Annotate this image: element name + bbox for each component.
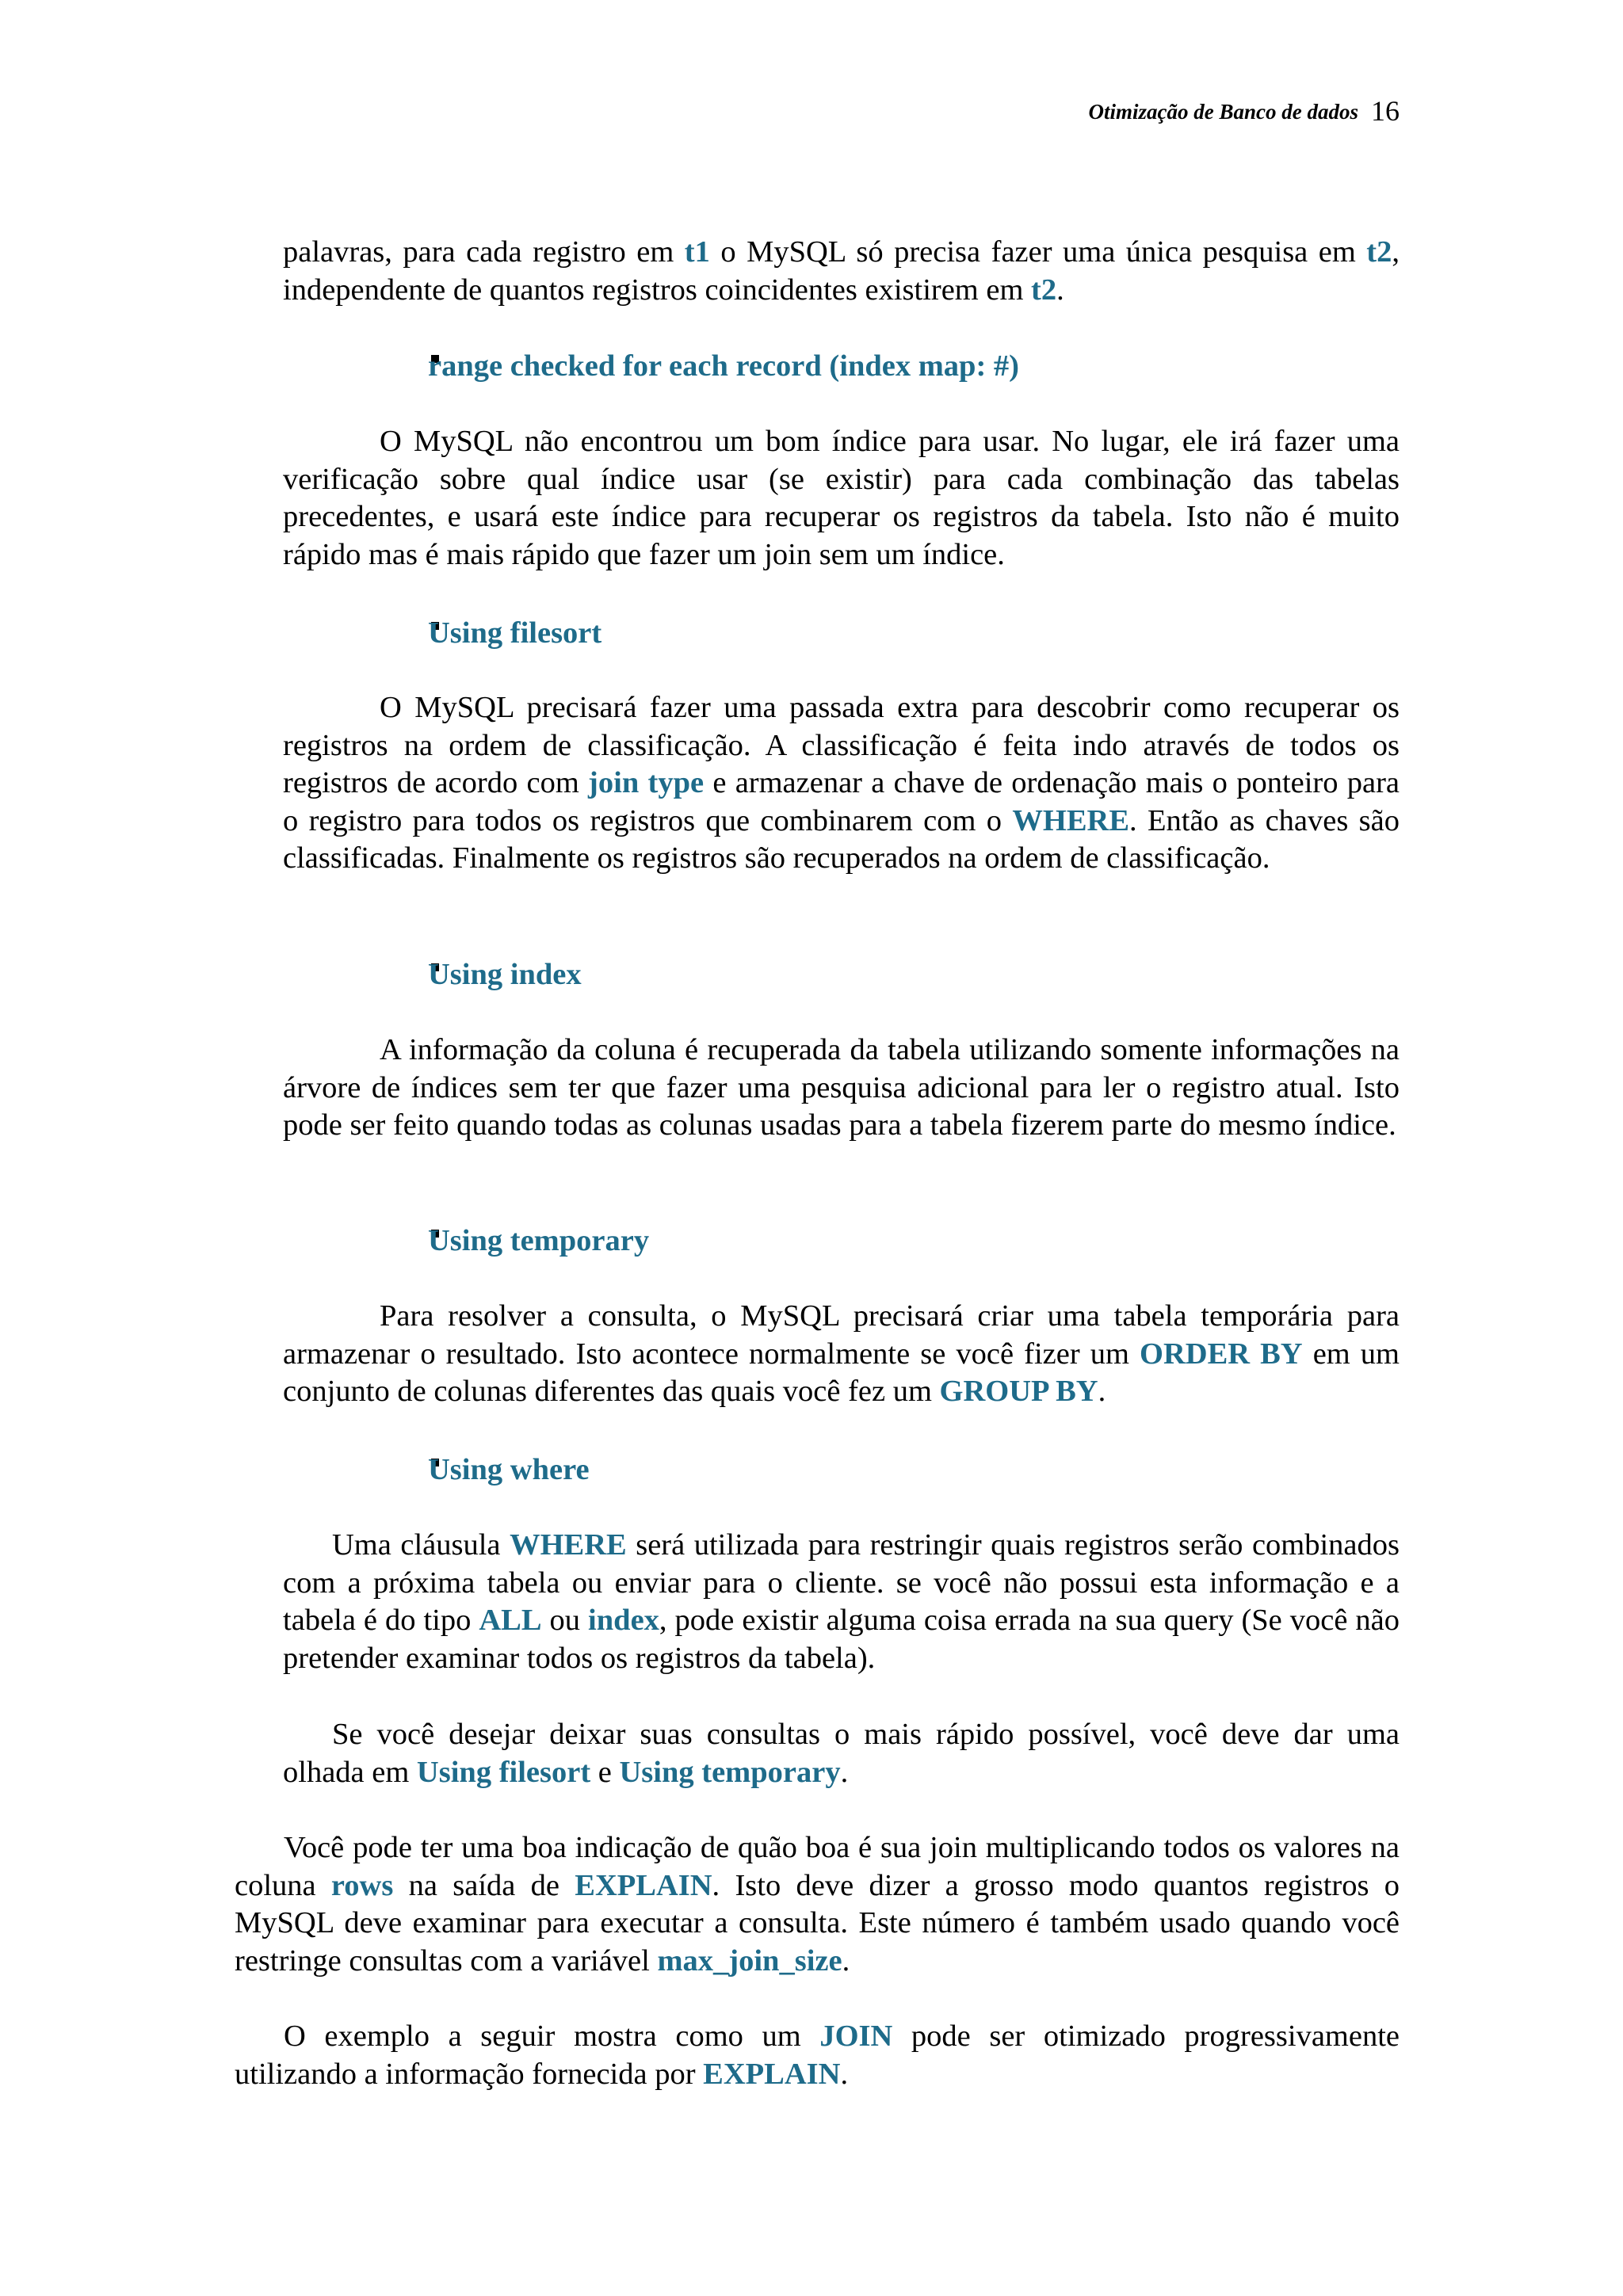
keyword-using-temporary: Using temporary (619, 1755, 841, 1789)
keyword-t2: t2 (1031, 273, 1057, 307)
paragraph-continuation: palavras, para cada registro em t1 o MySQL só precisa fazer uma única pesquisa em t2, independente de quantos registros coincidentes existirem em t2. (283, 235, 1400, 307)
keyword-index: index (588, 1604, 659, 1638)
keyword-max-join-size: max_join_size (657, 1943, 842, 1978)
keyword-order-by: ORDER BY (1140, 1337, 1303, 1371)
keyword-t2: t2 (1366, 235, 1392, 269)
keyword-where: WHERE (1012, 803, 1130, 837)
heading-using-where: Using where (428, 1453, 590, 1486)
page-header (1089, 93, 1400, 129)
paragraph-using-filesort: O MySQL precisará fazer uma passada extra para descobrir como recuperar os registros na ordem de classificação. A classificação é feita indo através de todos os registros de acordo com join type e armazenar a chave de ordenação mais o ponteiro para o registro para todos os registros que combinarem com o WHERE. Então as chaves são classificadas. Finalmente os registros são recuperados na ordem de classificação. (283, 691, 1400, 875)
paragraph-example-intro: O exemplo a seguir mostra como um JOIN pode ser otimizado progressivamente utilizando a informação fornecida por EXPLAIN. (235, 2019, 1400, 2091)
heading-using-filesort: Using filesort (428, 616, 602, 650)
keyword-explain: EXPLAIN (575, 1868, 712, 1902)
paragraph-recommendation: Se você desejar deixar suas consultas o mais rápido possível, você deve dar uma olhada em Using filesort e Using temporary. (283, 1718, 1400, 1789)
heading-using-temporary: Using temporary (428, 1224, 650, 1257)
keyword-explain: EXPLAIN (703, 2057, 841, 2091)
running-title: Otimização de Banco de dados (1088, 100, 1358, 124)
keyword-t1: t1 (684, 235, 710, 269)
heading-range-checked: range checked for each record (index map: #) (428, 349, 1019, 383)
keyword-where: WHERE (510, 1528, 627, 1562)
keyword-group-by: GROUP BY (939, 1375, 1098, 1409)
paragraph-using-temporary: Para resolver a consulta, o MySQL precisará criar uma tabela temporária para armazenar o resultado. Isto acontece normalmente se você fizer um ORDER BY em um conjunto de colunas diferentes das quais você fez um GROUP BY. (283, 1299, 1400, 1409)
keyword-all: ALL (479, 1604, 542, 1638)
paragraph-range-checked: O MySQL não encontrou um bom índice para usar. No lugar, ele irá fazer uma verificação sobre qual índice usar (se existir) para cada combinação das tabelas precedentes, e usará este índice para recuperar os registros da tabela. Isto não é muito rápido mas é mais rápido que fazer um join sem um índice. (283, 425, 1400, 571)
keyword-rows: rows (330, 1868, 394, 1902)
keyword-join: JOIN (819, 2019, 893, 2053)
paragraph-join-indication: Você pode ter uma boa indicação de quão boa é sua join multiplicando todos os valores na coluna rows na saída de EXPLAIN. Isto deve dizer a grosso modo quantos registros o MySQL deve examinar para executar a consulta. Este número é também usado quando você restringe consultas com a variável max_join_size. (235, 1831, 1400, 1978)
keyword-join-type: join type (588, 766, 705, 800)
keyword-using-filesort: Using filesort (416, 1755, 591, 1789)
paragraph-using-where: Uma cláusula WHERE será utilizada para restringir quais registros serão combinados com a próxima tabela ou enviar para o cliente. se você não possui esta informação e a tabela é do tipo ALL ou index, pode existir alguma coisa errada na sua query (Se você não pretender examinar todos os registros da tabela). (283, 1528, 1400, 1675)
heading-using-index: Using index (428, 958, 582, 991)
paragraph-using-index: A informação da coluna é recuperada da tabela utilizando somente informações na árvore de índices sem ter que fazer uma pesquisa adicional para ler o registro atual. Isto pode ser feito quando todas as colunas usadas para a tabela fizerem parte do mesmo índice. (283, 1033, 1400, 1142)
page-number: 16 (1371, 95, 1400, 127)
